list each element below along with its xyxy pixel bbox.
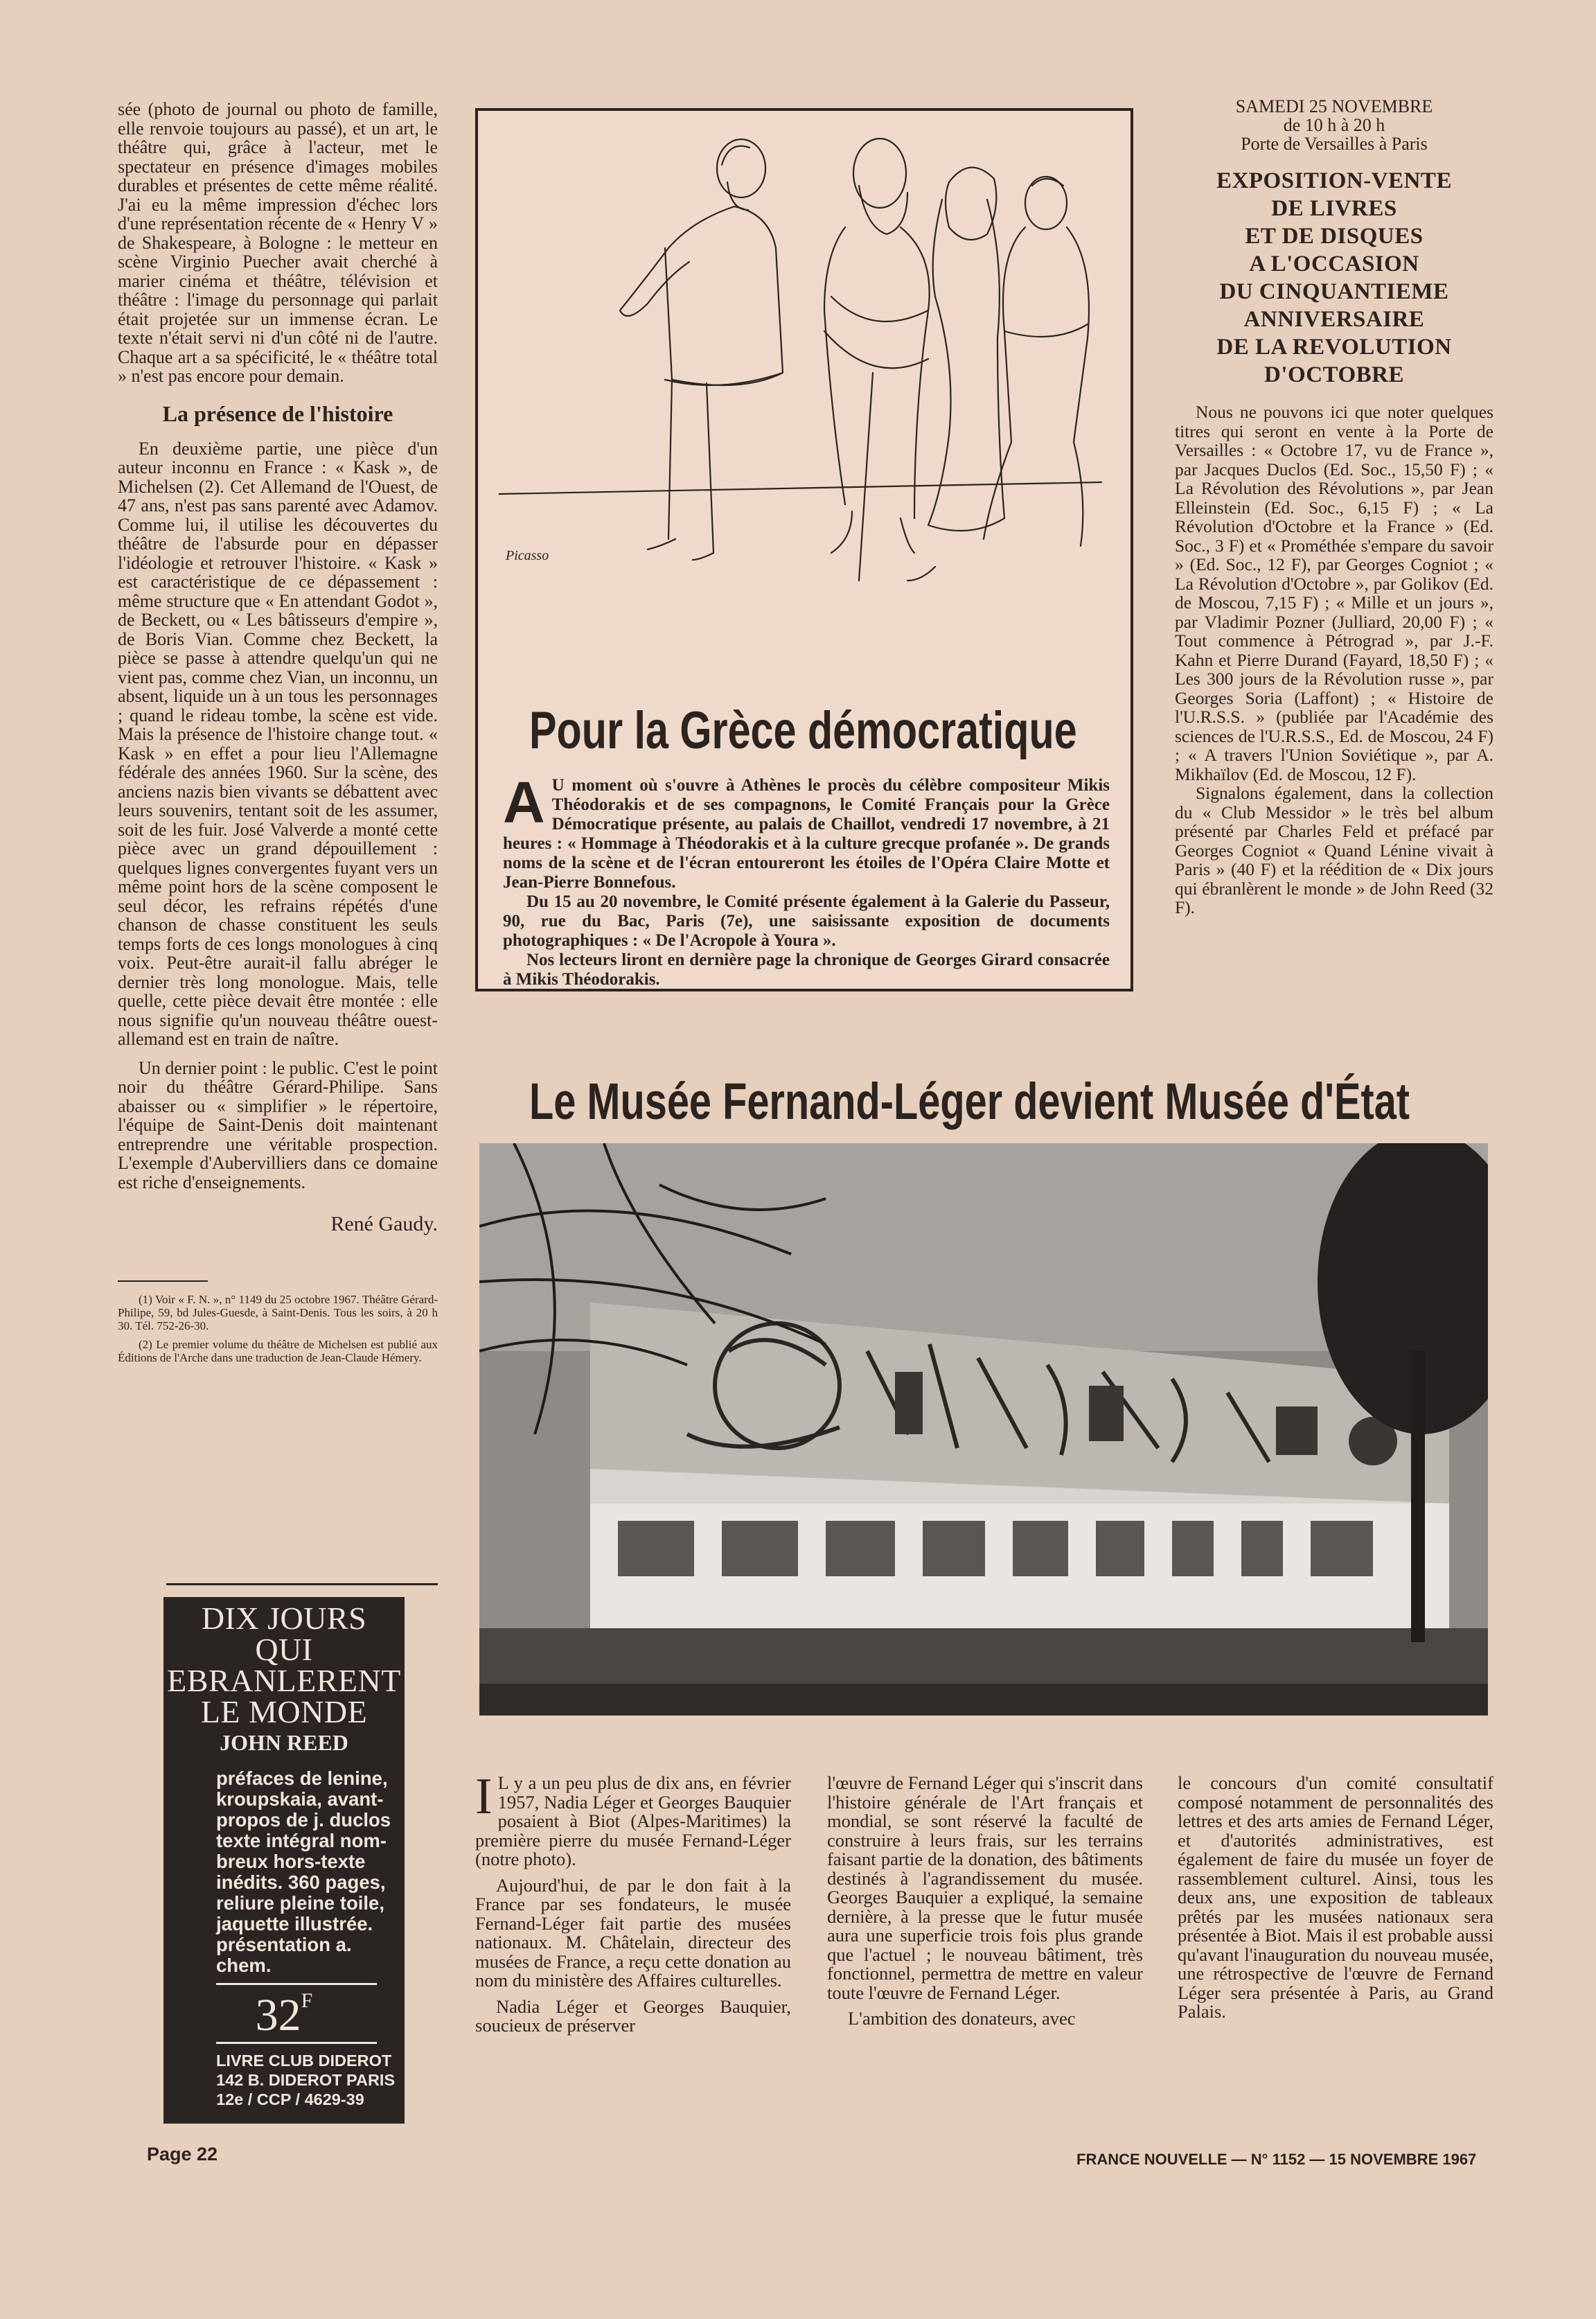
museum-building-image: [479, 1143, 1488, 1716]
museum-article-col2: [827, 1774, 1143, 2036]
greece-paragraph: Nos lecteurs liront en dernière page la chronique de Georges Girard consacrée à Mikis Théodorakis.: [503, 951, 1110, 989]
drawing-signature: Picasso: [506, 548, 549, 563]
museum-paragraph: l'œuvre de Fernand Léger qui s'inscrit dans l'histoire générale de l'Art français et mondial, se sont réservé la faculté de construire à leurs frais, sur les terrains faisant partie de la donation, des bâtiments destinés à l'agrandissement du musée. Georges Bauquier a expliqué, la semaine dernière, à la presse que le futur musée aura une superficie trois fois plus grande que l'actuel ; le nouveau bâtiment, très fonctionnel, permettra de mettre en valeur toute l'œuvre de Fernand Léger.: [827, 1772, 1143, 2003]
footnote: (2) Le premier volume du théâtre de Michelsen est publié aux Éditions de l'Arche dans une traduction de Jean-Claude Hémery.: [118, 1338, 438, 1364]
theatre-article-continued: [118, 100, 438, 1370]
venue-line: Porte de Versailles à Paris: [1241, 134, 1428, 154]
address-line: 142 B. DIDEROT PARIS: [216, 2071, 396, 2089]
museum-paragraph: le concours d'un comité consultatif composé notamment de personnalités des lettres et des arts amies de Fernand Léger, et d'autorités administratives, est également de faire du musée un foyer de rassemblement culturel. Ainsi, tous les deux ans, une exposition de tableaux prêtés par les musées nationaux sera présentée à Biot. Mais il est probable aussi qu'avant l'inauguration du nouveau musée, une rétrospective de l'œuvre de Fernand Léger sera présentée à Paris, au Grand Palais.: [1178, 1772, 1493, 2022]
book-title-line: EBRANLERENT: [167, 1663, 401, 1698]
museum-paragraph: Aujourd'hui, de par le don fait à la France par ses fondateurs, le musée Fernand-Léger fait partie des musées nationaux. M. Châtelain, directeur des musées de France, a reçu cette donation au nom du ministère des Affaires culturelles.: [475, 1874, 791, 1991]
footnotes: [118, 1293, 438, 1364]
price-value: 32: [255, 1990, 301, 2040]
greece-paragraph: Du 15 au 20 novembre, le Comité présente également à la Galerie du Passeur, 90, rue du Bac, Paris (7e), une saisissante exposition de documents photographiques : « De l'Acropole à Youra ».: [503, 892, 1110, 950]
section-subheading: La présence de l'histoire: [162, 400, 393, 426]
museum-paragraph: Nadia Léger et Georges Bauquier, soucieux de préserver: [475, 1995, 791, 2036]
description-line: inédits. 360 pages,: [216, 1871, 386, 1893]
description-line: préfaces de lenine,: [216, 1767, 388, 1789]
book-title-line: QUI: [255, 1632, 313, 1667]
picasso-drawing: [499, 123, 1108, 608]
theatre-paragraph: sée (photo de journal ou photo de famille, elle renvoie toujours au passé), et un art, le théâtre qui, grâce à l'acteur, met le spectateur en présence d'images mobiles durables et présentes de cette même réalité. J'ai eu la même impression d'échec lors d'une représentation récente de « Henry V » de Shakespeare, à Bologne : le metteur en scène Virginio Puecher avait cherché à marier cinéma et théâtre, télévision et théâtre : l'image du personnage qui parlait était projetée sur un immense écran. Le texte n'était servi ni d'un côté ni de l'autre. Chaque art a sa spécificité, le « théâtre total » n'est pas encore pour demain.: [118, 99, 438, 386]
description-line: jaquette illustrée.: [216, 1913, 373, 1934]
theatre-paragraph: En deuxième partie, une pièce d'un auteur inconnu en France : « Kask », de Michelsen (2). Cet Allemand de l'Ouest, de 47 ans, n'est pas sans parenté avec Adamov. Comme lui, il utilise les découvertes du théâtre de l'absurde pour en dépasser l'idéologie et retrouver l'histoire. « Kask » est caractéristique de ce dépassement : même structure que « En attendant Godot », de Beckett, ou « Les bâtisseurs d'empire », de Boris Vian. Comme chez Beckett, la pièce se passe à attendre quelqu'un qui ne vient pas, comme chez Vian, un inconnu, un absent, liquide un à un tous les personnages ; quand le rideau tombe, la scène est vide. Mais la présence de l'histoire change tout. « Kask » en effet a pour lieu l'Allemagne fédérale des années 1960. Sur la scène, des anciens nazis bien vivants se débattent avec leurs souvenirs, tentant soit de les assumer, soit de les fuir. José Valverde a monté cette pièce avec un grand dépouillement : quelques lignes convergentes fuyant vers un même point hors de la scène composent le seul décor, les refrains répétés d'une chanson de chasse constituent les seuls temps forts de ces longs monologues à cinq voix. Peut-être aurait-il fallu abréger le dernier très long monologue. Mais, telle quelle, cette pièce devait être montée : elle nous signifie qu'un nouveau théâtre ouest-allemand est en train de naître.: [118, 438, 438, 1049]
theatre-paragraph: Un dernier point : le public. C'est le point noir du théâtre Gérard-Philipe. Sans abaisser ou « simplifier » le répertoire, l'équipe de Saint-Denis doit maintenant entreprendre une véritable prospection. L'exemple d'Aubervilliers dans ce domaine est riche d'enseignements.: [118, 1057, 438, 1192]
book-price: [163, 1989, 405, 2042]
book-title-line: LE MONDE: [200, 1694, 368, 1729]
description-line: breux hors-texte: [216, 1851, 366, 1872]
date-line: SAMEDI 25 NOVEMBRE: [1235, 96, 1433, 116]
expo-title-line: DU CINQUANTIEME: [1219, 279, 1449, 304]
museum-article-col3: [1178, 1774, 1493, 2029]
description-line: présentation a.: [216, 1934, 352, 1955]
publication-info: FRANCE NOUVELLE — N° 1152 — 15 NOVEMBRE 1967: [1076, 2151, 1477, 2168]
description-line: reliure pleine toile,: [216, 1892, 384, 1914]
museum-article-col1: [475, 1768, 791, 2043]
footnote: (1) Voir « F. N. », n° 1149 du 25 octobre 1967. Théâtre Gérard-Philipe, 59, bd Jules-Guesde, à Saint-Denis. Tous les soirs, à 20 h 30. Tél. 752-26-30.: [118, 1293, 438, 1332]
greece-body: [503, 770, 1110, 989]
expo-title-line: DE LA REVOLUTION: [1216, 335, 1452, 360]
dropcap-letter: A: [503, 770, 545, 835]
footnotes-rule: [118, 1280, 208, 1282]
dropcap-letter: I: [475, 1768, 493, 1825]
advert-rule: [216, 2042, 377, 2044]
address-line: LIVRE CLUB DIDEROT: [216, 2052, 392, 2070]
book-title-line: DIX JOURS: [201, 1601, 367, 1636]
expo-title-line: ET DE DISQUES: [1245, 224, 1424, 249]
author-signature: René Gaudy.: [330, 1213, 438, 1235]
expo-title-line: D'OCTOBRE: [1264, 362, 1404, 387]
book-description: [163, 1768, 405, 1976]
advert-rule: [216, 1983, 377, 1985]
greece-feature-box: [475, 108, 1133, 991]
description-line: propos de j. duclos: [216, 1809, 391, 1831]
book-author: JOHN REED: [220, 1730, 348, 1755]
museum-photo: [479, 1143, 1488, 1716]
price-unit: F: [301, 1989, 313, 2012]
address-line: 12e / CCP / 4629-39: [216, 2090, 364, 2108]
greece-title: Pour la Grèce démocratique: [529, 701, 1077, 760]
expo-title-line: A L'OCCASION: [1249, 252, 1419, 276]
book-fair-announcement: [1175, 97, 1493, 917]
time-line: de 10 h à 20 h: [1283, 115, 1385, 135]
column-rule: [166, 1583, 438, 1585]
expo-title-line: EXPOSITION-VENTE: [1216, 168, 1452, 193]
greece-paragraph: U moment où s'ouvre à Athènes le procès du célèbre compositeur Mikis Théodorakis et de ses compagnons, le Comité Français pour la Grèce Démocratique présente, au palais de Chaillot, vendredi 17 novembre, à 21 heures : « Hommage à Théodorakis et à la culture grecque profanée ». De grands noms de la scène et de l'écran entoureront les étoiles de l'Opéra Claire Motte et Jean-Pierre Bonnefous.: [503, 776, 1110, 892]
museum-paragraph: L y a un peu plus de dix ans, en février 1957, Nadia Léger et Georges Bauquier posaient à Biot (Alpes-Maritimes) la première pierre du musée Fernand-Léger (notre photo).: [475, 1772, 791, 1869]
description-line: kroupskaia, avant-: [216, 1788, 384, 1810]
expo-title-line: ANNIVERSAIRE: [1243, 307, 1425, 332]
expo-paragraph: Nous ne pouvons ici que noter quelques titres qui seront en vente à la Porte de Versailles : « Octobre 17, vu de France », par Jacques Duclos (Ed. Soc., 15,50 F) ; « La Révolution des Révolutions », par Jean Elleinstein (Ed. Soc., 6,15 F) ; « La Révolution d'Octobre et la France » (Ed. Soc., 3 F) et « Prométhée s'empare du savoir » (Ed. Soc., 12 F), par Georges Cogniot ; « La Révolution d'Octobre », par Golikov (Ed. de Moscou, 7,15 F) ; « Mille et un jours », par Vladimir Pozner (Julliard, 20,00 F) ; « Tout commence à Pétrograd », par J.-F. Kahn et Pierre Durand (Fayard, 18,50 F) ; « Les 300 jours de la Révolution russe », par Georges Soria (Laffont) ; « Histoire de l'U.R.S.S. » (publiée par l'Académie des sciences de l'U.R.S.S., Ed. de Moscou, 24 F) ; « A travers l'Union Soviétique », par A. Mikhaïlov (Ed. de Moscou, 12 F).: [1175, 402, 1493, 784]
publisher-address: [163, 2051, 405, 2109]
museum-headline: Le Musée Fernand-Léger devient Musée d'État: [529, 1073, 1410, 1130]
expo-title-line: DE LIVRES: [1271, 196, 1397, 221]
description-line: chem.: [216, 1955, 272, 1976]
museum-paragraph: L'ambition des donateurs, avec: [848, 2008, 1076, 2029]
expo-paragraph: Signalons également, dans la collection du « Club Messidor » le très bel album présenté par Charles Feld et préfacé par Georges Cogniot « Quand Lénine vivait à Paris » (40 F) et la réédition de « Dix jours qui ébranlèrent le monde » de John Reed (32 F).: [1175, 783, 1493, 917]
book-advertisement: [163, 1597, 405, 2124]
page-number: Page 22: [147, 2144, 218, 2164]
description-line: texte intégral nom-: [216, 1830, 387, 1851]
